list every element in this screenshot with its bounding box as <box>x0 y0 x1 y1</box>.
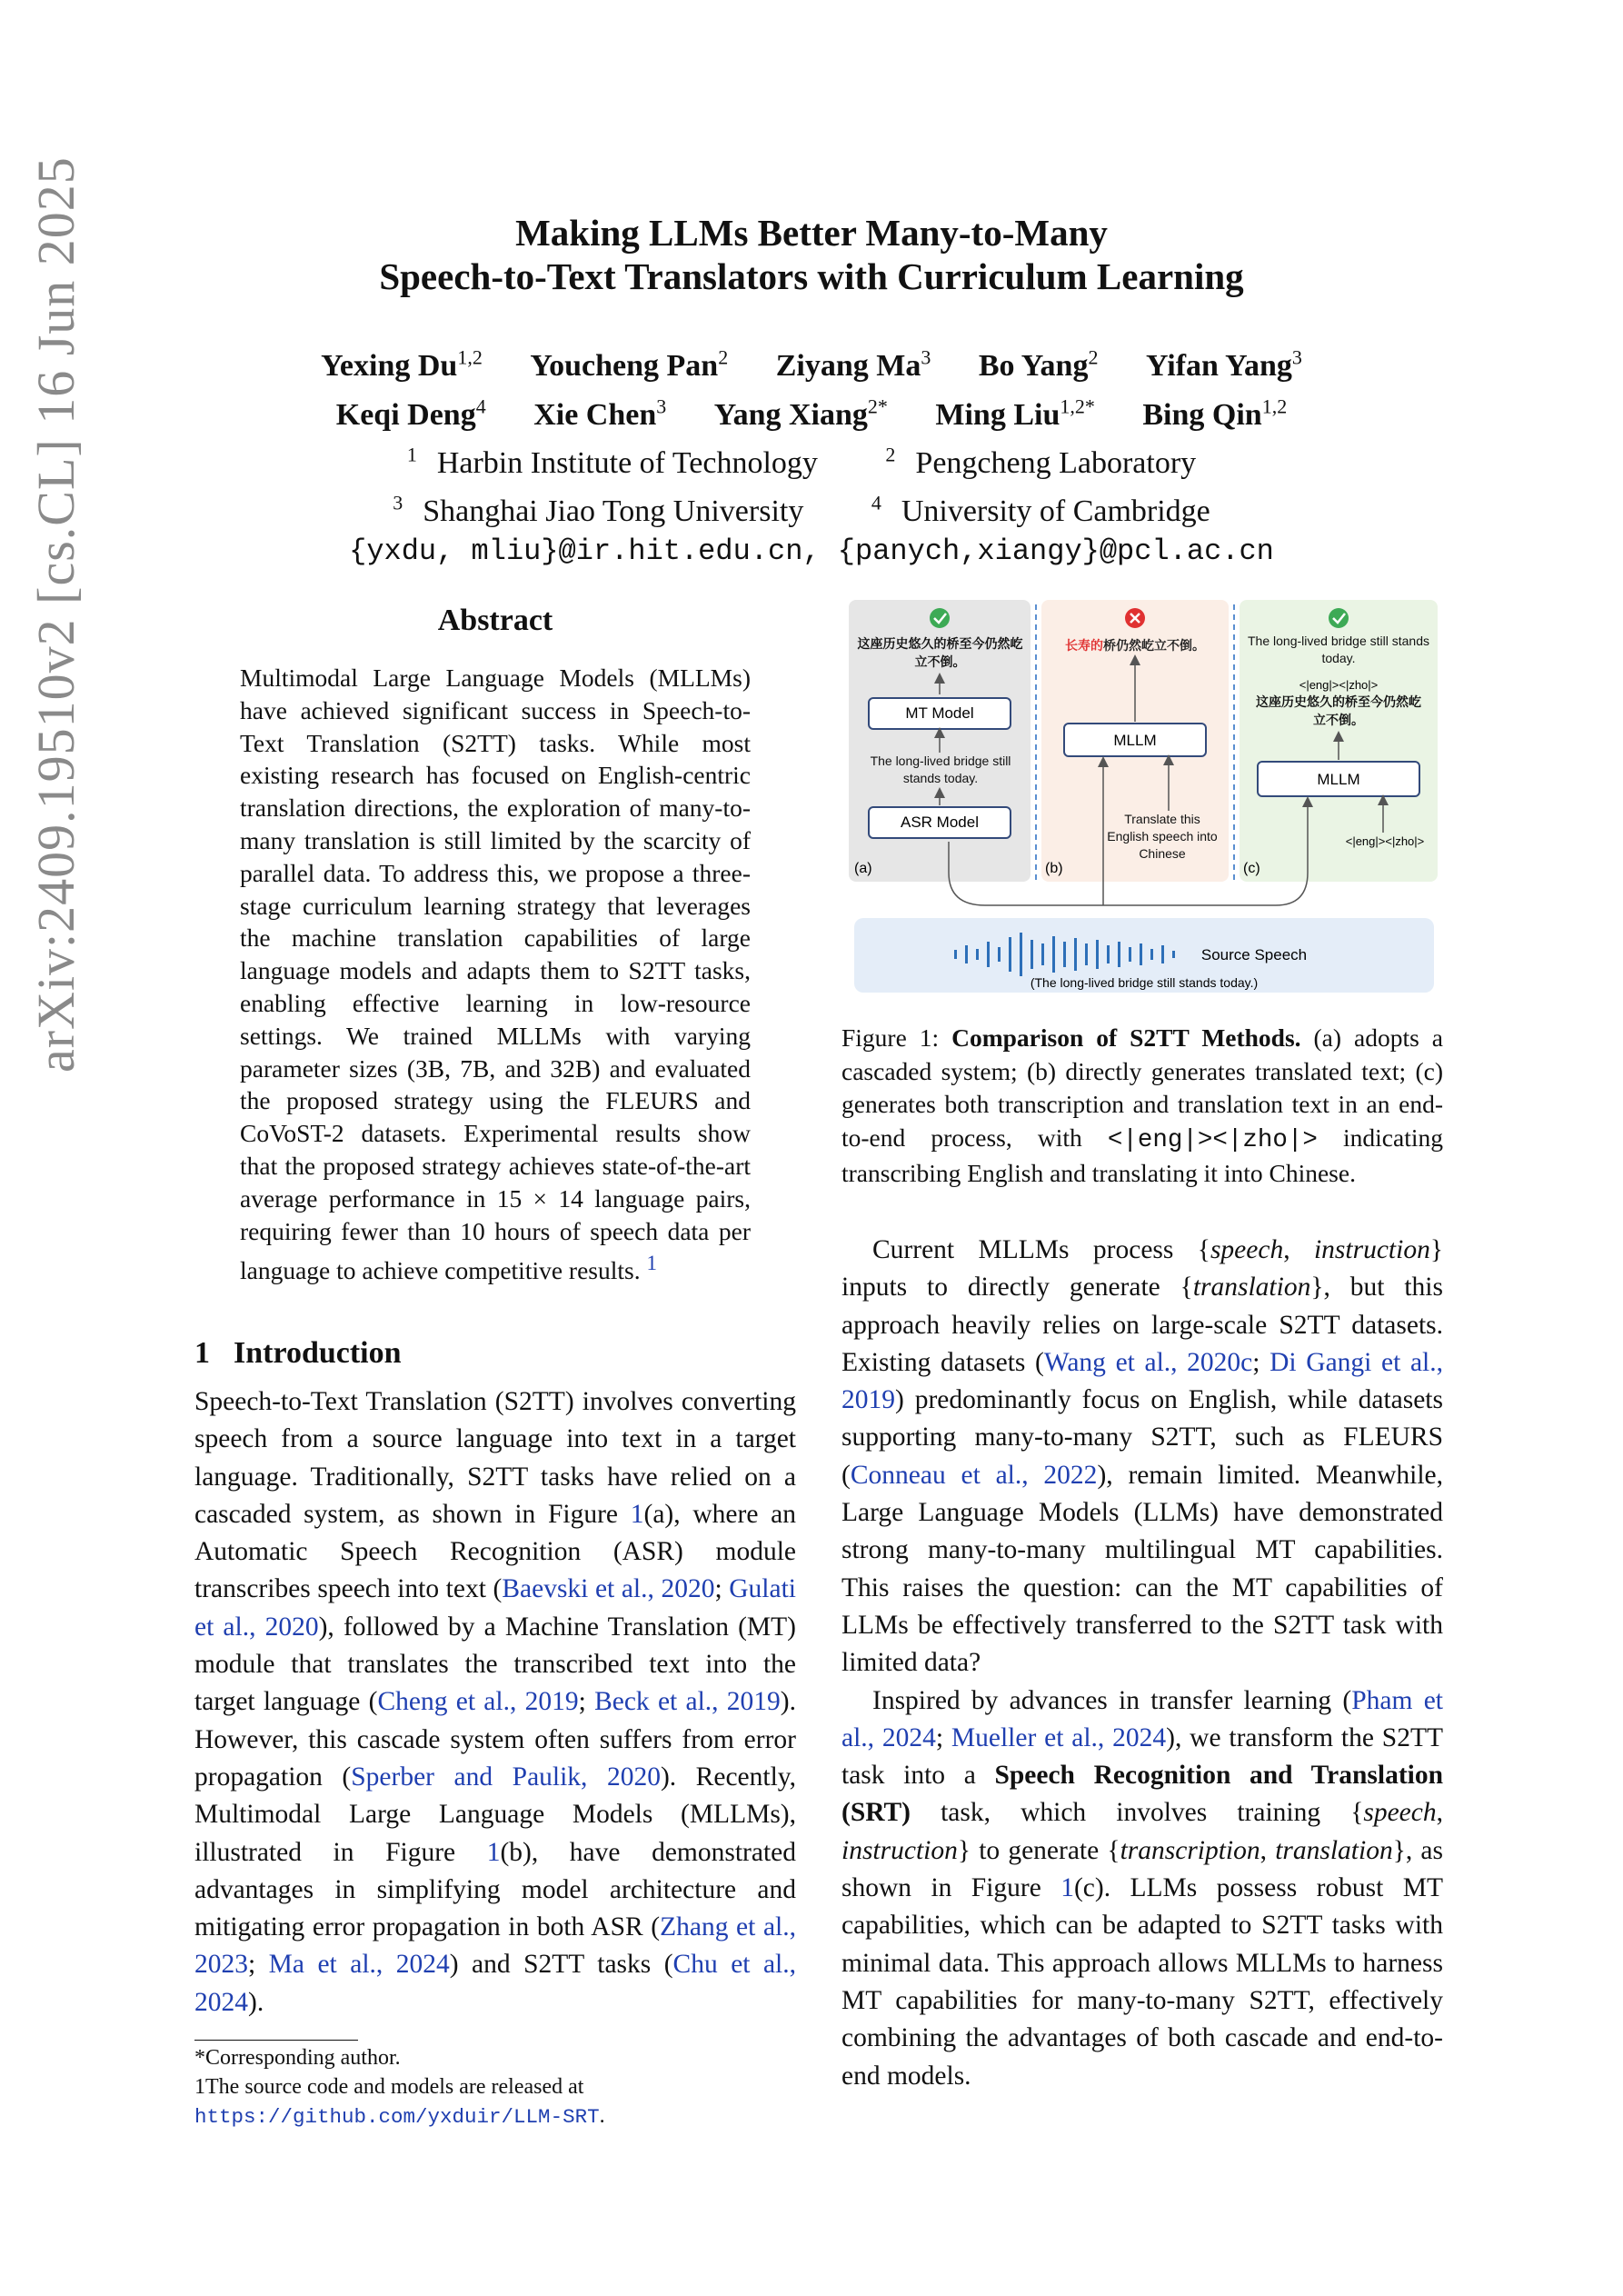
paragraph: Inspired by advances in transfer learning (Pham et al., 2024; Mueller et al., 2024), we transform the S2TT task into a Speech Recognition and Translation (SRT) task, which involves training {speech, instruction} to generate {transcription, translation}, as shown in Figure 1(c). LLMs possess robust MT capabilities, which can be adapted to S2TT tasks with minimal data. This approach allows MLLMs to harness MT capabilities for many-to-many S2TT, effectively combining the advantages of both cascade and end-to-end models. <box>841 1685 1443 2091</box>
source-speech-label: Source Speech <box>1200 946 1308 963</box>
citation-link[interactable]: Di Gangi et al., 2019 <box>841 1347 1443 1415</box>
citation-link[interactable]: Sperber and Paulik, 2020 <box>351 1762 661 1792</box>
code-url-link[interactable]: https://github.com/yxduir/LLM-SRT <box>194 2105 600 2129</box>
citation-link[interactable]: Gulati et al., 2020 <box>194 1574 796 1642</box>
check-icon <box>930 608 950 628</box>
author-row-2 <box>0 386 1623 434</box>
affiliation-row-1 <box>0 435 1623 484</box>
svg-text:(b): (b) <box>1045 861 1063 876</box>
author-row-1 <box>0 338 1623 386</box>
check-icon <box>1329 608 1349 628</box>
figure-ref-link[interactable]: 1 <box>1060 1873 1074 1903</box>
author-emails: {yxdu, mliu}@ir.hit.edu.cn, {panych,xiangy}@pcl.ac.cn <box>349 534 1274 569</box>
footnote-marker[interactable]: 1 <box>646 1252 657 1275</box>
section-heading-introduction: 1 Introduction <box>194 1336 402 1370</box>
citation-link[interactable]: Chu et al., 2024 <box>194 1950 796 2017</box>
figure-1 <box>849 600 1439 1000</box>
intro-paragraph: Speech-to-Text Translation (S2TT) involves converting speech from a source language into text in a target language. Traditionally, S2TT tasks have relied on a cascaded system, as shown in Figure 1(a), where an Automatic Speech Recognition (ASR) module transcribes speech into text (Baevski et al., 2020; Gulati et al., 2020), followed by a Machine Translation (MT) module that translates the transcribed text into the target language (Cheng et al., 2019; Beck et al., 2019). However, this cascade system often suffers from error propagation (Sperber and Paulik, 2020). Recently, Multimodal Large Language Models (MLLMs), illustrated in Figure 1(b), have demonstrated advantages in simplifying model architecture and mitigating error propagation in both ASR (Zhang et al., 2023; Ma et al., 2024) and S2TT tasks (Chu et al., 2024). <box>194 1387 797 2017</box>
figure-ref-link[interactable]: 1 <box>630 1499 644 1529</box>
title-line-1: Making LLMs Better Many-to-Many <box>515 212 1108 254</box>
citation-link[interactable]: Baevski et al., 2020 <box>502 1574 715 1604</box>
affiliation: $^3$ Shanghai Jiao Tong University <box>393 491 804 529</box>
mllm-label: MLLM <box>1317 771 1360 788</box>
author: Yexing Du$^{1,2}$ <box>321 346 483 384</box>
author: Youcheng Pan$^2$ <box>530 346 729 384</box>
svg-text:(a): (a) <box>854 861 872 876</box>
citation-link[interactable]: Mueller et al., 2024 <box>951 1722 1167 1752</box>
citation-link[interactable]: Ma et al., 2024 <box>268 1950 450 1980</box>
citation-link[interactable]: Pham et al., 2024 <box>841 1685 1443 1752</box>
mt-model-label: MT Model <box>905 704 974 722</box>
author: Ming Liu$^{1,2*}$ <box>935 394 1095 432</box>
figure-1-diagram: 这座历史悠久的桥至今仍然屹立不倒。 MT Model The long-lived bridge still stands today. ASR Model (a) 长寿的桥仍然屹立不倒。 MLLM Translate this English speech into Chinese (b) The long-lived bridge still stands today. <|eng|><|zho|> 这座历史悠久的桥至今仍然屹立不倒。 MLLM <|eng|><|zho|> (c) Source Speech (The long-lived bridge still stands today.) <box>849 600 1439 1000</box>
author: Yifan Yang$^3$ <box>1145 346 1302 384</box>
title-line-2: Speech-to-Text Translators with Curriculum Learning <box>379 255 1244 297</box>
citation-link[interactable]: Beck et al., 2019 <box>594 1687 781 1717</box>
asr-model-label: ASR Model <box>901 814 979 831</box>
svg-text:(c): (c) <box>1243 861 1260 876</box>
paper-title <box>0 211 1623 298</box>
figure-ref-link[interactable]: 1 <box>486 1837 501 1867</box>
abstract-body: Multimodal Large Language Models (MLLMs) have achieved significant success in Speech-to-Text Translation (S2TT) tasks. While most existing research has focused on English-centric translation directions, the exploration of many-to-many translation is still limited by the scarcity of parallel data. To address this, we propose a three-stage curriculum learning strategy that leverages the machine translation capabilities of large language models and adapts them to S2TT tasks, enabling effective learning in low-resource settings. We trained MLLMs with varying parameter sizes (3B, 7B, and 32B) and evaluated the proposed strategy using the FLEURS and CoVoST-2 datasets. Experimental results show that the proposed strategy achieves state-of-the-art average performance in 15 × 14 language pairs, requiring fewer than 10 hours of speech data per language to achieve competitive results. $^1$ <box>240 664 751 1285</box>
right-column-text <box>841 1232 1443 2095</box>
author: Ziyang Ma$^3$ <box>775 346 931 384</box>
affiliation-row-2 <box>0 484 1623 532</box>
footnotes <box>194 2043 796 2131</box>
affiliation: $^2$ Pengcheng Laboratory <box>885 443 1197 480</box>
author: Bo Yang$^2$ <box>978 346 1099 384</box>
author: Xie Chen$^3$ <box>533 394 667 432</box>
affiliation: $^4$ University of Cambridge <box>871 491 1210 529</box>
figure-1-caption: Figure 1: Comparison of S2TT Methods. (a) adopts a cascaded system; (b) directly generates translated text; (c) generates both transcription and translation text in an end-to-end process, with <|eng|><|zho|> indicating transcribing English and translating it into Chinese. <box>841 1023 1443 1187</box>
paragraph: Current MLLMs process {speech, instruction} inputs to directly generate {translation}, but this approach heavily relies on large-scale S2TT datasets. Existing datasets (Wang et al., 2020c; Di Gangi et al., 2019) predominantly focus on English, while datasets supporting many-to-many S2TT, such as FLEURS (Conneau et al., 2022), remain limited. Meanwhile, Large Language Models (LLMs) have demonstrated strong many-to-many multilingual MT capabilities. This raises the question: can the MT capabilities of LLMs be effectively transferred to the S2TT task with limited data? <box>841 1235 1443 1678</box>
abstract-heading: Abstract <box>437 604 553 637</box>
svg-text:<|eng|><|zho|>: <|eng|><|zho|> <box>1345 834 1425 848</box>
author: Bing Qin$^{1,2}$ <box>1142 394 1288 432</box>
citation-link[interactable]: Zhang et al., 2023 <box>194 1912 796 1980</box>
affiliation: $^1$ Harbin Institute of Technology <box>406 443 818 480</box>
author: Yang Xiang$^{2*}$ <box>713 394 888 432</box>
source-speech-text: (The long-lived bridge still stands today.) <box>1030 975 1259 990</box>
citation-link[interactable]: Wang et al., 2020c <box>1043 1347 1253 1377</box>
mllm-label: MLLM <box>1113 732 1157 749</box>
footnote-corresponding: *Corresponding author. <box>194 2046 401 2070</box>
citation-link[interactable]: Cheng et al., 2019 <box>377 1687 579 1717</box>
arxiv-identifier: arXiv:2409.19510v2 [cs.CL] 16 Jun 2025 <box>26 156 85 1073</box>
footnote-rule <box>194 2040 358 2041</box>
author: Keqi Deng$^4$ <box>335 394 486 432</box>
footnote-code: 1The source code and models are released at https://github.com/yxduir/LLM-SRT. <box>194 2075 605 2129</box>
author-block <box>0 338 1623 572</box>
svg-text:<|eng|><|zho|>: <|eng|><|zho|> <box>1299 678 1379 692</box>
svg-text:长寿的桥仍然屹立不倒。: 长寿的桥仍然屹立不倒。 <box>1065 638 1205 653</box>
citation-link[interactable]: Conneau et al., 2022 <box>850 1460 1098 1490</box>
